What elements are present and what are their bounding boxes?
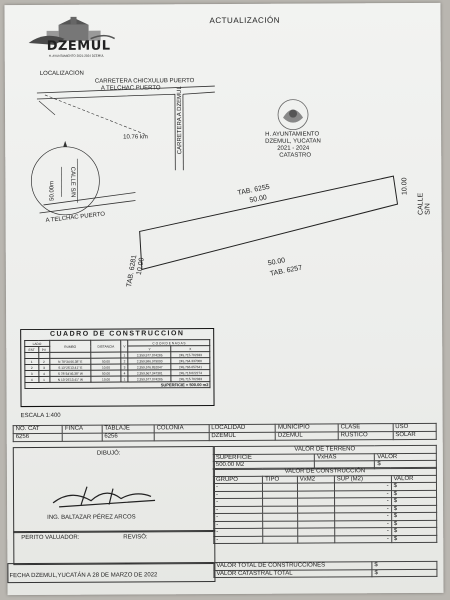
lot-top-dim: 50.00 <box>248 194 268 205</box>
construction-cell-y: 2,359,567.347381 <box>128 370 171 376</box>
construction-cell-pv: 1 <box>39 376 50 382</box>
col-lado: LADO <box>25 340 50 346</box>
scale-label: ESCALA 1:400 <box>20 412 61 420</box>
col-est: EST <box>25 346 39 352</box>
construction-title: CUADRO DE CONSTRUCCION <box>49 330 185 338</box>
cadastre-value: SOLAR <box>393 431 436 439</box>
construction-cell-x: 245,766.657641 <box>171 364 210 370</box>
lot-left-dim: 10.00 <box>135 257 146 276</box>
construction-cell-v: 4 <box>121 370 129 376</box>
land-vxhas-header: VxHAS <box>315 453 375 461</box>
dash-cell: - <box>214 498 263 506</box>
dash-cell: - <box>334 513 391 521</box>
seal-line3: 2021 - 2024 <box>277 145 310 152</box>
construction-cell-dist: 50.00 <box>91 358 120 364</box>
location-label: LOCALIZACION <box>39 70 84 77</box>
cadastre-value: RUSTICO <box>338 432 393 440</box>
land-value-table <box>213 445 437 470</box>
empty-cell <box>263 536 298 544</box>
dash-cell: - <box>334 483 391 491</box>
construction-cell-y: 2,359,577.074285 <box>128 376 171 382</box>
construction-cell-dist: 50.00 <box>91 370 120 376</box>
construction-cell-y: 2,359,586.979000 <box>128 358 171 364</box>
cadastre-value: DZEMUL <box>209 432 276 440</box>
drawing-label: DIBUJÓ: <box>96 450 121 457</box>
construction-value-header: SUP (M2) <box>334 475 391 483</box>
dash-cell: - <box>334 528 391 536</box>
construction-cell-y: 2,359,576.852047 <box>128 364 171 370</box>
construction-cell-x: 245,764.337000 <box>171 358 210 364</box>
dash-cell: - <box>214 513 263 521</box>
dash-cell: - <box>214 491 263 499</box>
construction-cell-dist: 10.00 <box>91 364 120 370</box>
surface-total: SUPERFICIE = 500.00 m2 <box>25 382 210 389</box>
dash-cell: - <box>214 506 263 514</box>
cadastre-value: 6256 <box>13 433 62 441</box>
dash-cell: - <box>334 505 391 513</box>
cadastre-header: NO. CAT <box>13 425 62 433</box>
cadastre-value: 6256 <box>102 433 154 441</box>
construction-cell-est: 1 <box>25 358 39 364</box>
dash-cell: - <box>214 528 263 536</box>
cadastre-value <box>63 433 102 441</box>
construction-cell-rumbo: N 13°25'13.41" W <box>49 376 91 382</box>
construction-cell-est: 3 <box>25 370 39 376</box>
dash-cell: - <box>213 483 262 491</box>
cadastre-header: CLASE <box>338 424 393 432</box>
dash-cell: - <box>335 535 392 543</box>
construction-value-header: VxM2 <box>297 475 334 483</box>
construction-cell-rumbo: S 78°34'46.38" W <box>49 370 91 376</box>
cadastral-document <box>4 3 443 595</box>
empty-cell <box>263 491 298 499</box>
total-construction-label: VALOR TOTAL DE CONSTRUCCIONES <box>214 562 372 570</box>
lot-right-dim: 10.00 <box>401 177 409 196</box>
dash-cell: - <box>334 520 391 528</box>
road-upper-label: CARRETERA CHICXULUB PUERTO <box>94 78 195 85</box>
cadastre-table <box>13 423 437 442</box>
land-valor-header: VALOR <box>375 453 437 461</box>
currency-cell: $ <box>391 535 436 543</box>
construction-value-header: GRUPO <box>213 476 262 484</box>
construction-cell-pv: 3 <box>39 364 50 370</box>
land-currency: $ <box>375 460 437 468</box>
construction-cell-y: 2,359,577.074285 <box>128 352 171 358</box>
col-distancia: DISTANCIA <box>91 340 120 352</box>
construction-cell-x: 245,718.022274 <box>171 370 210 376</box>
road-lower-label: A TELCHAC PUERTO <box>45 211 106 225</box>
cadastre-value: DZEMUL <box>275 432 338 440</box>
construction-cell-est: 2 <box>25 364 39 370</box>
logo-name: DZEMUL <box>46 38 111 54</box>
col-coordenadas: C O O R D E N A D A S <box>128 340 210 346</box>
total-catastral-currency: $ <box>372 569 437 577</box>
land-superficie-header: SUPERFICIE <box>213 454 314 462</box>
perito-label: PERITO VALUADOR: <box>21 534 80 542</box>
currency-cell: $ <box>391 512 436 520</box>
reviso-label: REVISÓ: <box>123 534 148 541</box>
road-upper-label-2: A TELCHAC PUERTO <box>100 85 161 92</box>
engineer-name: ING. BALTAZAR PÉREZ ARCOS <box>47 514 136 521</box>
distance-label: 10.76 km <box>123 134 148 141</box>
construction-cell-pv: 4 <box>39 370 50 376</box>
currency-cell: $ <box>391 520 436 528</box>
col-v: V <box>121 340 129 352</box>
seal-line2: DZEMUL, YUCATAN <box>265 138 321 145</box>
currency-cell: $ <box>391 527 436 535</box>
construction-value-row <box>214 535 437 544</box>
municipal-seal-icon <box>275 98 311 132</box>
signature-icon <box>51 482 161 511</box>
empty-cell <box>263 483 298 491</box>
road-side-label: CARRETERA A DZEMUL <box>176 86 184 155</box>
total-construction-currency: $ <box>372 561 437 569</box>
empty-cell <box>263 498 298 506</box>
cadastre-value <box>154 433 209 441</box>
construction-cell-v: 1 <box>121 352 129 358</box>
cadastre-header: LOCALIDAD <box>209 424 276 432</box>
dash-cell: - <box>334 490 391 498</box>
lot-left-label: TAB. 6281 <box>125 254 139 288</box>
lot-bottom-label: TAB. 6257 <box>269 264 303 278</box>
cadastre-header: COLONIA <box>154 425 209 433</box>
dash-cell: - <box>214 521 263 529</box>
land-value-title: VALOR DE TERRENO <box>213 445 436 454</box>
municipality-logo <box>25 17 120 65</box>
update-title: ACTUALIZACIÓN <box>209 15 281 26</box>
construction-cell-rumbo: S 13°25'13.41" E <box>49 364 91 370</box>
construction-value-table <box>213 467 437 544</box>
currency-cell: $ <box>391 505 436 513</box>
construction-table <box>20 328 214 407</box>
construction-cell-x: 245,715.702333 <box>171 352 210 358</box>
seal-line1: H. AYUNTAMIENTO <box>265 131 320 138</box>
construction-cell-v: 2 <box>121 358 129 364</box>
logo-caption: H. AYUNTAMIENTO 2021-2024 DZEMUL <box>48 53 105 58</box>
street-label: CALLE S/N <box>69 166 76 198</box>
col-pv: PV <box>38 346 49 352</box>
col-x: X <box>171 346 210 352</box>
cadastre-header: USO <box>393 423 436 431</box>
construction-value-title: VALOR DE CONSTRUCCIÓN <box>213 467 436 476</box>
currency-cell: $ <box>391 490 436 498</box>
land-surface-value: 500.00 M2 <box>213 461 314 469</box>
cadastre-header: FINCA <box>63 425 102 433</box>
col-y: Y <box>128 346 171 352</box>
construction-cell-rumbo: N 78°34'46.38" E <box>49 358 91 364</box>
date-label: FECHA DZEMUL,YUCATÁN A 28 DE MARZO DE 2022 <box>9 572 158 580</box>
dash-cell: - <box>214 536 263 544</box>
currency-cell: $ <box>391 497 436 505</box>
construction-grid <box>24 339 210 389</box>
dash-cell: - <box>334 498 391 506</box>
construction-cell-x: 245,715.702333 <box>171 376 210 382</box>
totals-table <box>213 561 437 578</box>
construction-cell-v: 3 <box>121 364 129 370</box>
lot-bottom-dim: 50.00 <box>267 257 286 268</box>
construction-cell-pv: 2 <box>38 358 49 364</box>
construction-value-header: VALOR <box>391 475 436 483</box>
total-catastral-label: VALOR CATASTRAL TOTAL <box>214 569 372 577</box>
street-distance-label: 50.00m <box>49 180 56 201</box>
construction-cell-dist: 10.00 <box>91 376 120 382</box>
cadastre-header: TABLAJE <box>102 425 154 433</box>
cadastre-header: MUNICIPIO <box>275 424 338 432</box>
construction-cell-est: 4 <box>25 376 39 382</box>
construction-value-header: TIPO <box>263 476 298 484</box>
currency-cell: $ <box>391 482 436 490</box>
col-rumbo: RUMBO <box>49 340 91 352</box>
seal-line4: CATASTRO <box>279 152 312 159</box>
empty-cell <box>298 535 335 543</box>
lot-top-label: TAB. 6255 <box>237 183 271 197</box>
lot-right-label: CALLE S/N <box>417 192 432 215</box>
construction-cell-v: 1 <box>121 376 129 382</box>
